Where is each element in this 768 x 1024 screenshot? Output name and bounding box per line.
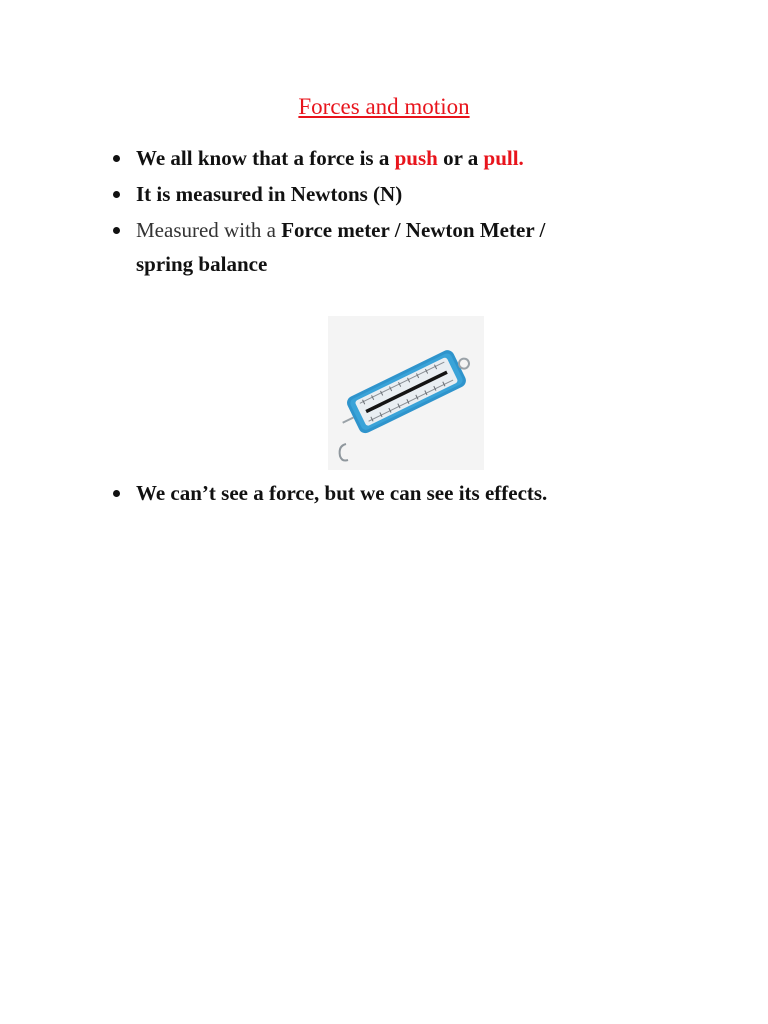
bullet-text-bold-line2: spring balance (136, 252, 268, 276)
spring-balance-icon (328, 316, 484, 470)
bullet-text: It is measured in Newtons (N) (136, 182, 403, 206)
bullet-item-measured-with (113, 213, 673, 281)
bullet-text-part: We all know that a force is a (136, 146, 395, 170)
bullet-dot-icon (113, 191, 120, 198)
push-word: push (394, 146, 438, 170)
bullet-dot-icon (113, 155, 120, 162)
bullet-item-newtons (113, 177, 673, 211)
page-title: Forces and motion (298, 94, 470, 119)
pull-word: pull. (483, 146, 524, 170)
bullet-text-plain: Measured with a (136, 218, 282, 242)
bullet-text-part: or a (437, 146, 484, 170)
bullet-text: We can’t see a force, but we can see its effects. (136, 481, 548, 505)
bullet-item-effects (113, 476, 673, 510)
bullet-item-force-definition (113, 141, 673, 175)
spring-balance-figure (328, 316, 484, 470)
bullet-text (136, 141, 673, 175)
bullet-dot-icon (113, 490, 120, 497)
bullet-dot-icon (113, 227, 120, 234)
bullet-text-bold: Force meter / Newton Meter / (281, 218, 546, 242)
bullet-text (136, 213, 673, 281)
